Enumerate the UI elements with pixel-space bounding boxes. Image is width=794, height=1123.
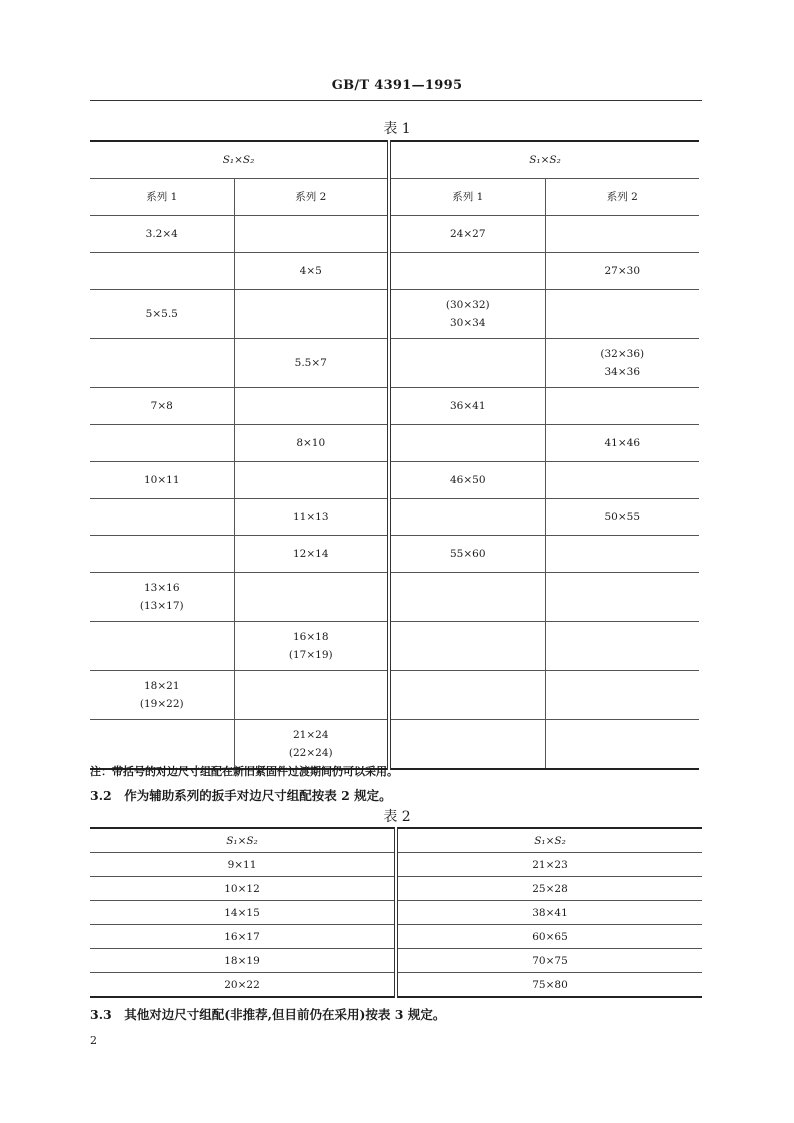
table1-cell	[389, 536, 545, 573]
table1-cell	[234, 671, 389, 720]
table1-row	[90, 671, 699, 720]
table1-row	[90, 622, 699, 671]
table1-cell	[234, 388, 389, 425]
table2-cell: 60×65	[396, 925, 702, 949]
table1-cell-line: (22×24)	[288, 747, 333, 759]
table1-cell	[545, 671, 699, 720]
table1-row	[90, 462, 699, 499]
table1-group-header-right: S₁×S₂	[389, 141, 699, 179]
table1-cell	[389, 339, 545, 388]
table2-row	[90, 901, 702, 925]
table1-cell-line: 3.2×4	[145, 228, 178, 240]
table1-cell	[90, 462, 234, 499]
table1-cell	[90, 536, 234, 573]
table1-cell	[389, 499, 545, 536]
table1-cell	[389, 671, 545, 720]
table1-row	[90, 290, 699, 339]
table2-cell: 10×12	[90, 877, 396, 901]
table1-cell	[389, 462, 545, 499]
table1-cell	[234, 720, 389, 770]
table1-cell	[90, 388, 234, 425]
table1-row	[90, 536, 699, 573]
table1-cell	[545, 253, 699, 290]
table1-col-label: 系列 1	[90, 179, 234, 216]
table1-cell	[234, 573, 389, 622]
table1-cell-line: 7×8	[150, 400, 173, 412]
table1-cell	[90, 253, 234, 290]
table2	[90, 827, 702, 998]
table1-cell	[545, 425, 699, 462]
table2-cell: 9×11	[90, 853, 396, 877]
table1-cell-line: 16×18	[292, 631, 329, 643]
table1-cell	[545, 499, 699, 536]
table1-cell-line: 24×27	[450, 228, 486, 240]
table1-cell	[545, 720, 699, 770]
table1-cell-line: 55×60	[450, 548, 486, 560]
table1-cell-line: (19×22)	[139, 698, 184, 710]
table1-cell-line: 8×10	[296, 437, 326, 449]
table1-cell-line: 36×41	[450, 400, 486, 412]
table1-row	[90, 339, 699, 388]
table1-row	[90, 388, 699, 425]
table1-row	[90, 573, 699, 622]
table1-cell	[90, 622, 234, 671]
table1-cell	[389, 622, 545, 671]
table1-cell-line: 5.5×7	[294, 357, 327, 369]
table1-cell	[389, 573, 545, 622]
table1-cell	[545, 216, 699, 253]
table2-cell: 16×17	[90, 925, 396, 949]
table2-cell: 25×28	[396, 877, 702, 901]
table1-cell-line: (17×19)	[288, 649, 333, 661]
table1-row	[90, 425, 699, 462]
table1-cell-line: 5×5.5	[145, 308, 178, 320]
table1-cell-line: 41×46	[604, 437, 641, 449]
table1-cell	[389, 216, 545, 253]
table1-cell-line: 46×50	[450, 474, 486, 486]
table1-cell	[234, 290, 389, 339]
table2-cell: 21×23	[396, 853, 702, 877]
section-3-3: 3.3 其他对边尺寸组配(非推荐,但目前仍在采用)按表 3 规定。	[90, 1007, 446, 1022]
table1-caption: 表 1	[383, 121, 411, 137]
table1-group-header-left: S₁×S₂	[90, 141, 389, 179]
section-3-2: 3.2 作为辅助系列的扳手对边尺寸组配按表 2 规定。	[90, 788, 392, 803]
table1-cell	[234, 253, 389, 290]
table1-cell-line: (30×32)	[445, 299, 490, 311]
table1-cell	[389, 425, 545, 462]
table2-cell: 70×75	[396, 949, 702, 973]
table1-cell	[234, 425, 389, 462]
table2-header: S₁×S₂	[90, 828, 396, 853]
table1-cell	[234, 339, 389, 388]
table1-cell-line: 27×30	[604, 265, 641, 277]
table2-cell: 75×80	[532, 978, 568, 991]
table1-cell	[545, 388, 699, 425]
table1-col-label: 系列 2	[234, 179, 389, 216]
page-number: 2	[90, 1034, 97, 1047]
header-title: GB/T 4391—1995	[331, 78, 463, 93]
table1-cell-line: (13×17)	[139, 600, 184, 612]
table1-cell	[545, 290, 699, 339]
table1-cell	[545, 339, 699, 388]
table1-cell	[234, 622, 389, 671]
table1-cell-line: 34×36	[604, 366, 641, 378]
table2-row	[90, 877, 702, 901]
table1-cell	[545, 622, 699, 671]
table2-row	[90, 925, 702, 949]
table2-cell: 38×41	[396, 901, 702, 925]
table1-cell	[389, 253, 545, 290]
table1-cell	[234, 216, 389, 253]
table1-cell	[545, 536, 699, 573]
table2-cell: 18×19	[90, 949, 396, 973]
table2-row	[90, 973, 702, 998]
table1-row	[90, 253, 699, 290]
table1-cell	[90, 339, 234, 388]
table1-cell-line: 18×21	[143, 680, 180, 692]
table1-cell	[389, 290, 545, 339]
table2-row	[90, 853, 702, 877]
table1-cell-line: 4×5	[299, 265, 322, 277]
table2-cell: 20×22	[90, 973, 396, 998]
table1-cell	[90, 720, 234, 770]
table1-cell	[389, 720, 545, 770]
table1-cell	[90, 499, 234, 536]
table1-cell-line: 50×55	[604, 511, 641, 523]
table1-cell-line: 13×16	[143, 582, 180, 594]
table1-cell	[90, 573, 234, 622]
table1-cell	[545, 462, 699, 499]
table1-cell	[234, 499, 389, 536]
table2-caption: 表 2	[383, 809, 411, 825]
table1-row	[90, 216, 699, 253]
table1-cell-line: 12×14	[292, 548, 329, 560]
table1-cell-line: (32×36)	[600, 348, 645, 360]
table1-cell-line: 30×34	[450, 317, 486, 329]
table1-cell	[234, 462, 389, 499]
table2-row	[90, 949, 702, 973]
table1-cell-line: 21×24	[292, 729, 329, 741]
table1-cell	[90, 671, 234, 720]
table1-cell	[90, 216, 234, 253]
table1-cell	[389, 388, 545, 425]
table1-cell	[545, 573, 699, 622]
table1-col-label: 系列 1	[389, 179, 545, 216]
table1-col-label: 系列 2	[545, 179, 699, 216]
table1-cell	[90, 425, 234, 462]
table2-cell: 14×15	[90, 901, 396, 925]
table1-cell	[90, 290, 234, 339]
table1-cell	[234, 536, 389, 573]
table1-row	[90, 720, 699, 770]
table2-header: S₁×S₂	[396, 828, 702, 853]
table1-cell-line: 11×13	[292, 511, 329, 523]
header-rule	[90, 100, 702, 101]
table1-note: 注：带括号的对边尺寸组配在新旧紧固件过渡期间仍可以采用。	[90, 765, 398, 778]
table1-row	[90, 499, 699, 536]
table1-cell-line: 10×11	[143, 474, 180, 486]
table1	[90, 140, 699, 770]
